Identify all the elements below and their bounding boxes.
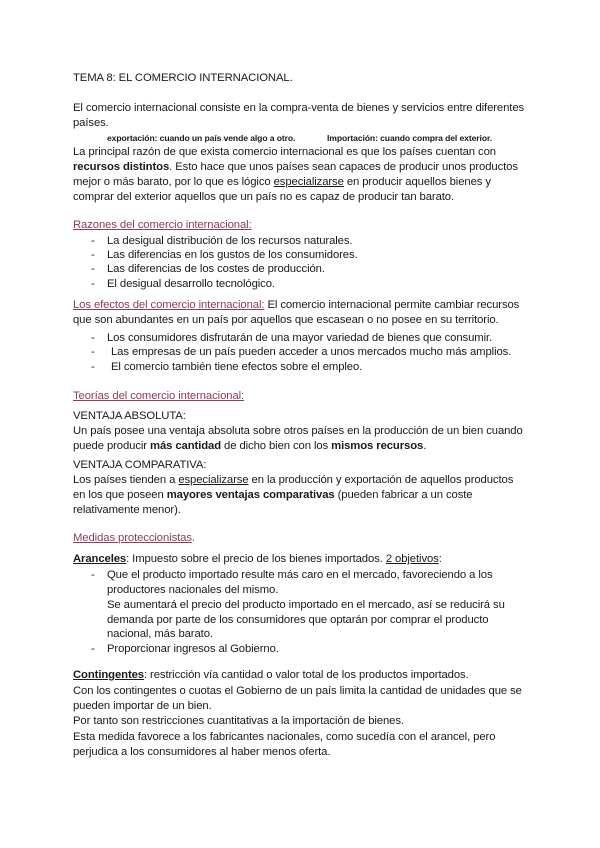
list-item: Las empresas de un país pueden acceder a unos mercados mucho más amplios. — [111, 346, 512, 358]
list-item: Los consumidores disfrutarán de una mayor variedad de bienes que consumir. — [107, 332, 493, 344]
list-item: El comercio también tiene efectos sobre el empleo. — [111, 361, 363, 373]
efectos-heading: Los efectos del comercio internacional: — [73, 299, 265, 311]
page-title: TEMA 8: EL COMERCIO INTERNACIONAL. — [73, 72, 293, 84]
list-item: El desigual desarrollo tecnológico. — [107, 278, 275, 290]
aranceles-label: Aranceles — [73, 553, 127, 565]
list-item: Las diferencias en los gustos de los consumidores. — [107, 249, 358, 261]
medidas-heading: Medidas proteccionistas — [73, 532, 192, 544]
list-item: La desigual distribución de los recursos naturales. — [107, 235, 353, 247]
ventaja-comparativa-label: VENTAJA COMPARATIVA: — [73, 459, 207, 471]
note-import: Importación: cuando compra del exterior. — [327, 133, 493, 143]
contingentes-label: Contingentes — [73, 669, 144, 681]
list-item: Las diferencias de los costes de producción. — [107, 263, 325, 275]
teorias-heading: Teorías del comercio internacional: — [73, 390, 245, 402]
ventaja-absoluta-label: VENTAJA ABSOLUTA: — [73, 410, 186, 422]
note-export: exportación: cuando un país vende algo a otro. — [107, 133, 296, 143]
razones-heading: Razones del comercio internacional: — [73, 219, 252, 231]
